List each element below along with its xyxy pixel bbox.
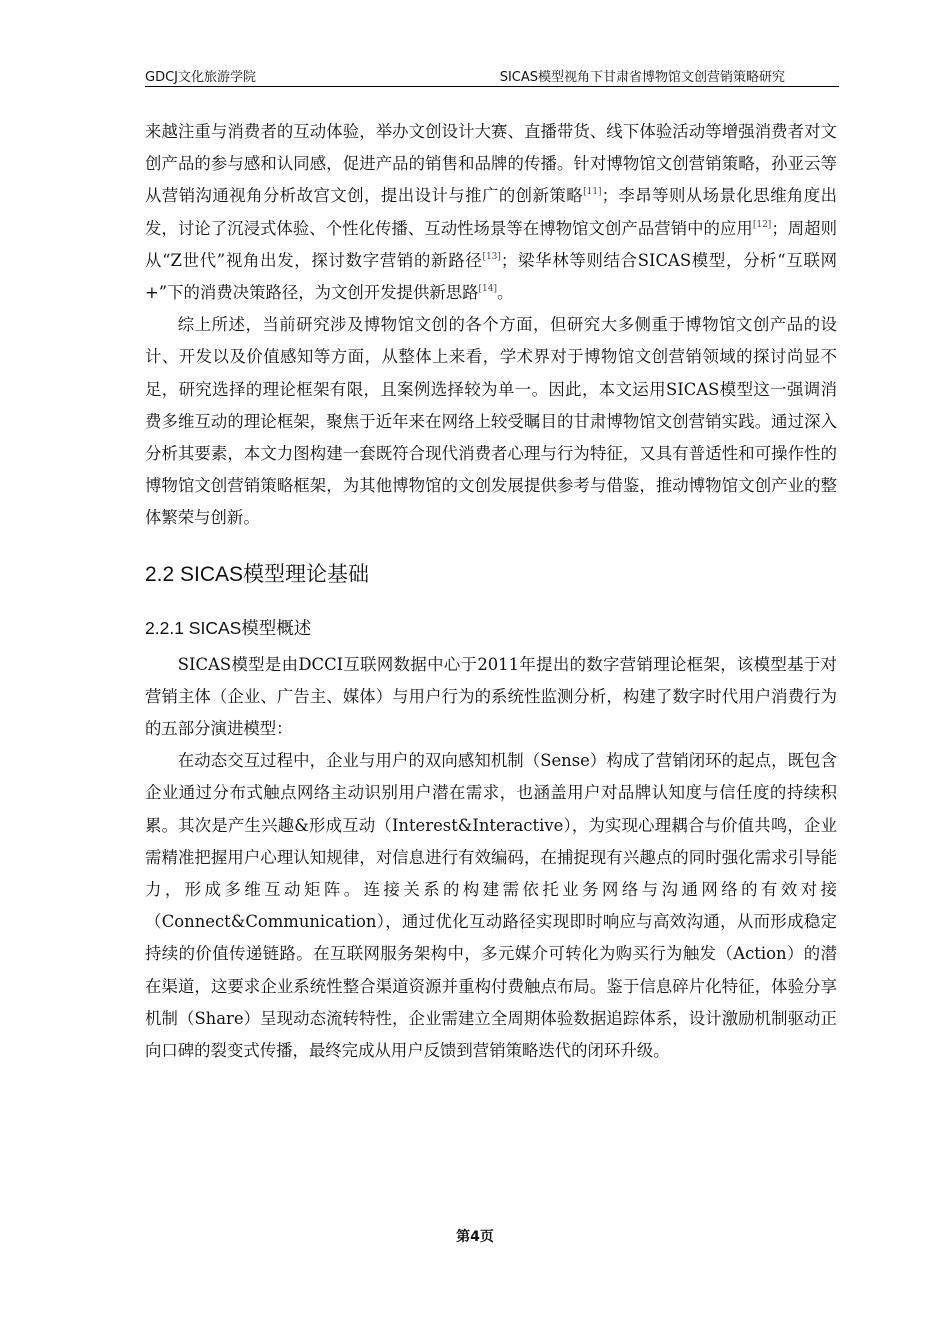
section-heading: 2.2 SICAS模型理论基础 (145, 562, 370, 586)
subsection-heading: 2.2.1 SICAS模型概述 (145, 617, 312, 638)
para1-text-5: 。 (497, 283, 514, 303)
paragraph-summary: 综上所述，当前研究涉及博物馆文创的各个方面，但研究大多侧重于博物馆文创产品的设计、开发以及价值感知等方面，从整体上来看，学术界对于博物馆文创营销领域的探讨尚显不足，研究选择的理论框架有限，且案例选择较为单一。因此，本文运用SICAS模型这一强调消费多维互动的理论框架，聚焦于近年来在网络上较受瞩目的甘肃博物馆文创营销实践。通过深入分析其要素，本文力图构建一套既符合现代消费者心理与行为特征，又具有普适性和可操作性的博物馆文创营销策略框架，为其他博物馆的文创发展提供参考与借鉴，推动博物馆文创产业的整体繁荣与创新。 (145, 315, 837, 528)
page-body (145, 116, 837, 1067)
citation-12: [12] (752, 219, 772, 230)
para1-text-3: ；周超则从“Z世代”视角出发，探讨数字营销的新路径 (145, 218, 838, 270)
header-paper-title: SICAS模型视角下甘肃省博物馆文创营销策略研究 (499, 70, 785, 85)
citation-13: [13] (482, 251, 501, 262)
paragraph-sicas-intro: SICAS模型是由DCCI互联网数据中心于2011年提出的数字营销理论框架，该模型基于对营销主体（企业、广告主、媒体）与用户行为的系统性监测分析，构建了数字时代用户消费行为的五部分演进模型： (145, 654, 837, 739)
page-number: 第4页 (456, 1229, 494, 1245)
para1-text-2: ；李昂等则从场景化思维角度出发，讨论了沉浸式体验、个性化传播、互动性场景等在博物馆文创产品营销中的应用 (145, 186, 838, 238)
para1-text-4: ；梁华林等则结合SICAS模型，分析“互联网+”下的消费决策路径，为文创开发提供新思路 (145, 250, 837, 303)
paragraph-sicas-stages: 在动态交互过程中，企业与用户的双向感知机制（Sense）构成了营销闭环的起点，既包含企业通过分布式触点网络主动识别用户潜在需求，也涵盖用户对品牌认知度与信任度的持续积累。其次是产生兴趣&形成互动（Interest&Interactive），为实现心理耦合与价值共鸣，企业需精准把握用户心理认知规律，对信息进行有效编码，在捕捉现有兴趣点的同时强化需求引导能力，形成多维互动矩阵。连接关系的构建需依托业务网络与沟通网络的有效对接（Connect&Communication），通过优化互动路径实现即时响应与高效沟通，从而形成稳定持续的价值传递链路。在互联网服务架构中，多元媒介可转化为购买行为触发（Action）的潜在渠道，这要求企业系统性整合渠道资源并重构付费触点布局。鉴于信息碎片化特征，体验分享机制（Share）呈现动态流转特性，企业需建立全周期体验数据追踪体系，设计激励机制驱动正向口碑的裂变式传播，最终完成从用户反馈到营销策略迭代的闭环升级。 (145, 751, 837, 1061)
header-divider (145, 86, 839, 87)
header-institution: GDCJ文化旅游学院 (145, 70, 256, 85)
citation-11: [11] (583, 187, 602, 198)
paragraph-literature-continued (145, 116, 837, 309)
citation-14: [14] (478, 284, 498, 295)
para1-text-1: 来越注重与消费者的互动体验，举办文创设计大赛、直播带货、线下体验活动等增强消费者对文创产品的参与感和认同感，促进产品的销售和品牌的传播。针对博物馆文创营销策略，孙亚云等从营销沟通视角分析故宫文创，提出设计与推广的创新策略 (145, 122, 837, 206)
